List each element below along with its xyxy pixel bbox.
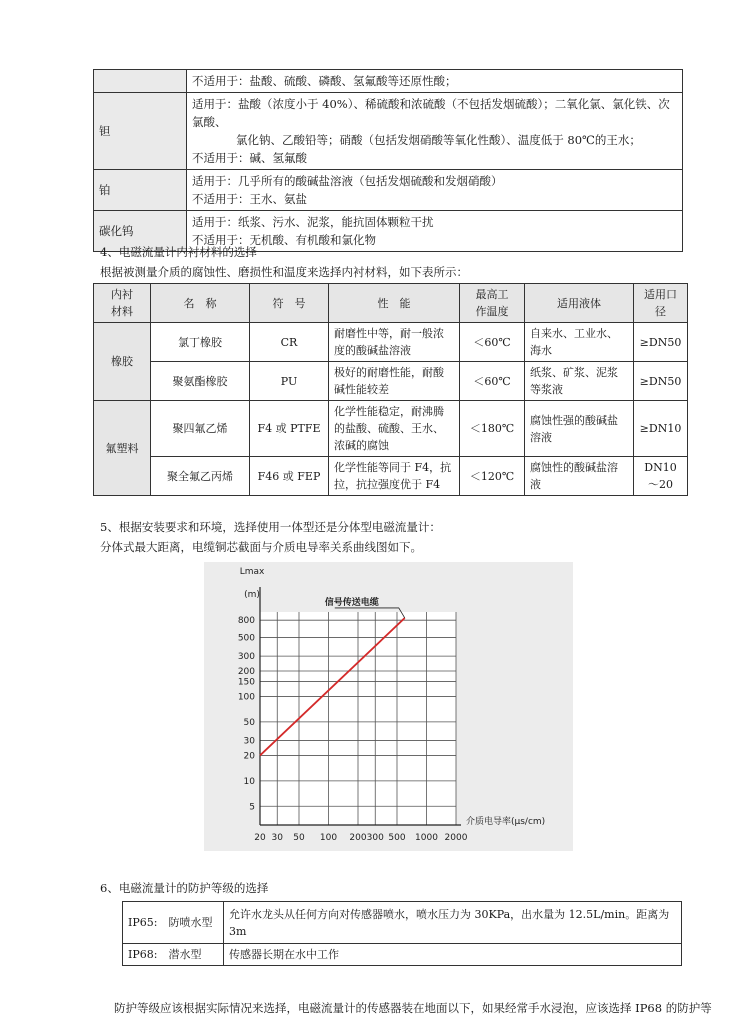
chart-svg <box>204 562 573 851</box>
y-tick-label: 150 <box>237 677 255 688</box>
material-cell: 铂 <box>94 170 187 211</box>
lining-fluid: 自来水、工业水、海水 <box>525 323 634 362</box>
y-axis-unit: (m) <box>244 590 260 600</box>
header-performance: 性 能 <box>329 284 460 323</box>
x-tick-label: 20 <box>254 833 266 843</box>
protection-level-table <box>122 901 682 966</box>
lining-fluid: 纸浆、矿浆、泥浆等浆液 <box>525 362 634 401</box>
section-5-intro: 分体式最大距离，电缆铜芯截面与介质电导率关系曲线图如下。 <box>100 540 422 554</box>
material-description <box>187 170 683 211</box>
protection-description: 传感器长期在水中工作 <box>224 944 682 966</box>
table-row <box>123 944 682 966</box>
y-tick-label: 500 <box>237 633 255 644</box>
material-cell: 钽 <box>94 93 187 170</box>
section-5-heading: 5、根据安装要求和环境，选择使用一体型还是分体型电磁流量计： <box>100 520 441 534</box>
lining-temp: ＜180℃ <box>460 401 525 457</box>
lining-name: 氯丁橡胶 <box>151 323 250 362</box>
lining-fluid: 腐蚀性强的酸碱盐溶液 <box>525 401 634 457</box>
lining-name: 聚氨酯橡胶 <box>151 362 250 401</box>
lining-symbol: PU <box>250 362 329 401</box>
lining-symbol: F4 或 PTFE <box>250 401 329 457</box>
y-tick-label: 200 <box>237 667 255 678</box>
material-description <box>187 93 683 170</box>
lining-name: 聚全氟乙丙烯 <box>151 457 250 496</box>
table-row <box>94 401 688 457</box>
protection-level: IP68: 潜水型 <box>123 944 224 966</box>
y-tick-label: 100 <box>237 692 255 703</box>
x-tick-label: 1000 <box>415 833 438 843</box>
protection-level: IP65: 防喷水型 <box>123 902 224 944</box>
table-row <box>94 93 683 170</box>
y-tick-label: 800 <box>237 616 255 627</box>
table-row <box>94 323 688 362</box>
description-line: 不适用于：碱、氢氟酸 <box>192 151 307 165</box>
lining-diameter: DN10～20 <box>634 457 688 496</box>
footer-paragraph: 防护等级应该根据实际情况来选择，电磁流量计的传感器装在地面以下，如果经常手水浸泡，应该选择 IP68 的防护等 <box>114 1001 712 1015</box>
description-line: 不适用于：盐酸、硫酸、磷酸、氢氟酸等还原性酸； <box>192 74 457 88</box>
lining-performance: 耐磨性中等，耐一般浓度的酸碱盐溶液 <box>329 323 460 362</box>
section-4-intro: 根据被测量介质的腐蚀性、磨损性和温度来选择内衬材料，如下表所示： <box>100 265 468 279</box>
lining-symbol: CR <box>250 323 329 362</box>
lining-temp: ＜60℃ <box>460 362 525 401</box>
table-row <box>94 362 688 401</box>
x-tick-label: 30 <box>271 833 283 843</box>
description-line: 适用于：纸浆、污水、泥浆，能抗固体颗粒干扰 <box>192 215 434 229</box>
annotation-label: 信号传送电缆 <box>324 597 379 608</box>
lining-temp: ＜120℃ <box>460 457 525 496</box>
description-line: 适用于：盐酸（浓度小于 40%）、稀硫酸和浓硫酸（不包括发烟硫酸）；二氧化氯、氯化铁、次氯酸、 <box>192 97 670 129</box>
x-tick-label: 500 <box>388 833 406 843</box>
material-cell: 碳化钨 <box>94 211 187 252</box>
section-4-heading: 4、电磁流量计内衬材料的选择 <box>100 245 257 259</box>
lining-diameter: ≥DN50 <box>634 362 688 401</box>
header-fluid: 适用液体 <box>525 284 634 323</box>
lining-performance: 化学性能等同于 F4，抗拉，抗拉强度优于 F4 <box>329 457 460 496</box>
table-row <box>123 902 682 944</box>
lining-diameter: ≥DN10 <box>634 401 688 457</box>
lining-material-table <box>93 283 688 496</box>
lining-name: 聚四氟乙烯 <box>151 401 250 457</box>
table-row <box>94 457 688 496</box>
header-symbol: 符 号 <box>250 284 329 323</box>
x-tick-label: 300 <box>366 833 384 843</box>
description-line: 氯化钠、乙酸铅等；硝酸（包括发烟硝酸等氧化性酸）、温度低于 80℃的王水； <box>236 133 641 147</box>
material-cell <box>94 70 187 93</box>
y-tick-label: 50 <box>243 717 255 728</box>
lining-symbol: F46 或 FEP <box>250 457 329 496</box>
x-axis-label: 介质电导率(μs/cm) <box>466 817 546 827</box>
conductivity-distance-chart <box>204 562 573 851</box>
header-lining-material: 内衬 材料 <box>94 284 151 323</box>
lining-group-cell: 氟塑料 <box>94 401 151 496</box>
header-name: 名 称 <box>151 284 250 323</box>
lining-group-cell: 橡胶 <box>94 323 151 401</box>
y-tick-label: 10 <box>243 776 255 787</box>
description-line: 适用于：几乎所有的酸碱盐溶液（包括发烟硫酸和发烟硝酸） <box>192 174 503 188</box>
x-tick-label: 200 <box>349 833 367 843</box>
section-6-heading: 6、电磁流量计的防护等级的选择 <box>100 881 269 895</box>
y-tick-label: 300 <box>237 652 255 663</box>
electrode-material-table <box>93 69 683 252</box>
x-tick-label: 50 <box>293 833 305 843</box>
material-description <box>187 211 683 252</box>
lining-performance: 化学性能稳定，耐沸腾的盐酸、硫酸、王水、浓碱的腐蚀 <box>329 401 460 457</box>
description-line: 不适用于：无机酸、有机酸和氯化物 <box>192 233 376 247</box>
table-row <box>94 170 683 211</box>
y-axis-label: Lmax <box>239 567 265 577</box>
description-line: 不适用于：王水、氨盐 <box>192 192 307 206</box>
lining-temp: ＜60℃ <box>460 323 525 362</box>
table-header-row <box>94 284 688 323</box>
header-max-temp: 最高工 作温度 <box>460 284 525 323</box>
lining-diameter: ≥DN50 <box>634 323 688 362</box>
protection-description: 允许水龙头从任何方向对传感器喷水，喷水压力为 30KPa，出水量为 12.5L/min。距离为 3m <box>224 902 682 944</box>
lining-performance: 极好的耐磨性能，耐酸碱性能较差 <box>329 362 460 401</box>
header-diameter: 适用口径 <box>634 284 688 323</box>
y-tick-label: 20 <box>243 751 255 762</box>
material-description <box>187 70 683 93</box>
x-tick-label: 100 <box>319 833 338 843</box>
lining-fluid: 腐蚀性的酸碱盐溶液 <box>525 457 634 496</box>
table-row <box>94 70 683 93</box>
y-tick-label: 30 <box>243 736 255 747</box>
x-tick-label: 2000 <box>444 833 468 843</box>
y-tick-label: 5 <box>249 802 255 813</box>
